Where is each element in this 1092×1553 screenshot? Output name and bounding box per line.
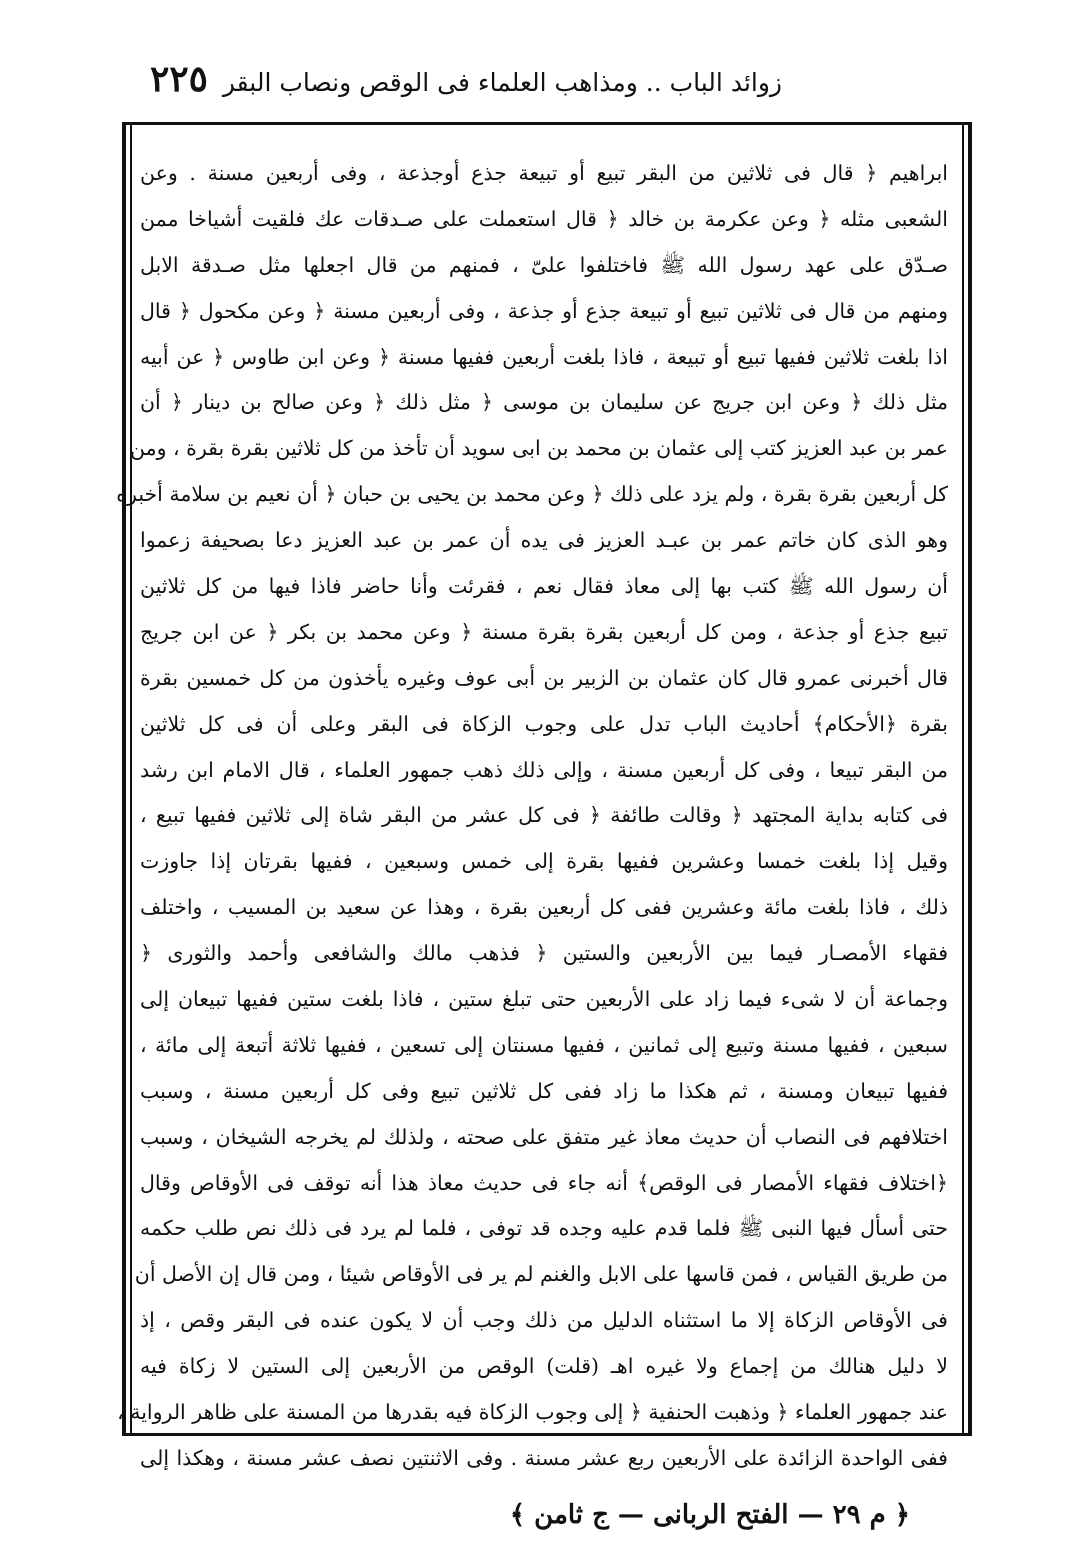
text-line: ﴿اختلاف فقهاء الأمصار فى الوقص﴾ أنه جاء فى حديث معاذ هذا أنه توقف فى الأوقاص وقال [140,1170,948,1195]
frame-rule-left-inner [130,125,132,1433]
text-line: ففى الواحدة الزائدة على الأربعين ربع عشر مسنة . وفى الاثنتين نصف عشر مسنة ، وهكذا إلى [140,1445,948,1470]
text-line: وجماعة أن لا شىء فيما زاد على الأربعين حتى تبلغ ستين ، فاذا بلغت ستين ففيها تبيعان إلى [140,987,948,1012]
page-header [150,58,782,118]
text-line: وهو الذى كان خاتم عمر بن عبـد العزيز فى يده أن عمر بن عبد العزيز دعا بصحيفة زعموا [140,528,948,553]
text-line: وقيل إذا بلغت خمسا وعشرين ففيها بقرة إلى خمس وسبعين ، ففيها بقرتان إذا جاوزت [140,849,948,874]
text-line: من طريق القياس ، فمن قاسها على الابل والغنم لم ير فى الأوقاص شيئا ، ومن قال إن الأصل أن [134,1262,948,1287]
body-text [116,151,948,1470]
text-line: مثل ذلك ﴿ وعن ابن جريج عن سليمان بن موسى ﴿ مثل ذلك ﴿ وعن صالح بن دينار ﴿ أن [140,390,948,415]
text-line: فى كتابه بداية المجتهد ﴿ وقالت طائفة ﴿ فى كل عشر من البقر شاة إلى ثلاثين ففيها تبيع ، [140,803,948,828]
text-line: أن رسول الله ﷺ كتب بها إلى معاذ فقال نعم ، فقرئت وأنا حاضر فاذا فيها من كل ثلاثين [140,574,948,599]
footer-signature: ﴿ م ٢٩ — الفتح الربانى — ج ثامن ﴾ [509,1500,910,1530]
text-line: فقهاء الأمصـار فيما بين الأربعين والستين ﴿ فذهب مالك والشافعى وأحمد والثورى ﴿ [140,941,948,966]
text-line: اذا بلغت ثلاثين ففيها تبيع أو تبيعة ، فاذا بلغت أربعين ففيها مسنة ﴿ وعن ابن طاوس ﴿ عن أبيه [140,344,948,369]
text-line: حتى أسأل فيها النبى ﷺ فلما قدم عليه وجده قد توفى ، فلما لم يرد فى ذلك نص طلب حكمه [140,1216,948,1241]
text-line: كل أربعين بقرة بقرة ، ولم يزد على ذلك ﴿ وعن محمد بن يحيى بن حبان ﴿ أن نعيم بن سلامة أخبره [116,482,948,507]
text-line: ذلك ، فاذا بلغت مائة وعشرين ففى كل أربعين بقرة ، وهذا عن سعيد بن المسيب ، واختلف [140,895,948,920]
frame-rule-right-inner [962,125,964,1433]
text-line: عند جمهور العلماء ﴿ وذهبت الحنفية ﴿ إلى وجوب الزكاة فيه بقدرها من المسنة على ظاهر الرواية ، [117,1400,948,1425]
text-frame [116,122,972,1470]
text-line: عمر بن عبد العزيز كتب إلى عثمان بن محمد بن ابى سويد أن تأخذ من كل ثلاثين بقرة بقرة ، ومن [129,436,948,461]
text-line: فى الأوقاص الزكاة إلا ما استثناه الدليل من ذلك وجب أن لا يكون عنده فى البقر وقص ، إذ [140,1308,948,1333]
text-line: ومنهم من قال فى ثلاثين تبيع أو تبيعة جذع أو جذعة ، وفى أربعين مسنة ﴿ وعن مكحول ﴿ قال [140,298,948,323]
frame-rule-right-outer [968,125,972,1433]
text-line: لا دليل هنالك من إجماع ولا غيره اهـ (قلت) الوقص من الأربعين إلى الستين لا زكاة فيه [140,1354,948,1379]
text-line: من البقر تبيعا ، وفى كل أربعين مسنة ، وإلى ذلك ذهب جمهور العلماء ، قال الامام ابن رشد [140,757,948,782]
running-header-title: زوائد الباب .. ومذاهب العلماء فى الوقص ونصاب البقر [222,68,782,97]
text-line: ابراهيم ﴿ قال فى ثلاثين من البقر تبيع أو تبيعة جذع أوجذعة ، وفى أربعين مسنة . وعن [140,161,948,185]
text-line: اختلافهم فى النصاب أن حديث معاذ غير متفق على صحته ، ولذلك لم يخرجه الشيخان ، وسبب [140,1124,948,1149]
text-line: قال أخبرنى عمرو قال كان عثمان بن الزبير بن أبى عوف وغيره يأخذون من كل خمسين بقرة [140,665,948,690]
page-number: ٢٢٥ [150,58,209,100]
text-line: الشعبى مثله ﴿ وعن عكرمة بن خالد ﴿ قال استعملت على صـدقات عك فلقيت أشياخا ممن [140,206,948,231]
text-line: صـدّق على عهد رسول الله ﷺ فاختلفوا علىّ ، فمنهم من قال اجعلها مثل صـدقة الابل [140,252,948,277]
text-line: ففيها تبيعان ومسنة ، ثم هكذا ما زاد ففى كل ثلاثين تبيع وفى كل أربعين مسنة ، وسبب [140,1078,948,1103]
frame-rule-left-outer [122,125,126,1433]
text-line: سبعين ، ففيها مسنة وتبيع إلى ثمانين ، ففيها مسنتان إلى تسعين ، ففيها ثلاثة أتبعة إلى مائة ، [140,1032,948,1057]
text-line: بقرة ﴿الأحكام﴾ أحاديث الباب تدل على وجوب الزكاة فى البقر وعلى أن فى كل ثلاثين [140,711,948,736]
text-line: تبيع جذع أو جذعة ، ومن كل أربعين بقرة بقرة مسنة ﴿ وعن محمد بن بكر ﴿ عن ابن جريج [140,619,948,644]
